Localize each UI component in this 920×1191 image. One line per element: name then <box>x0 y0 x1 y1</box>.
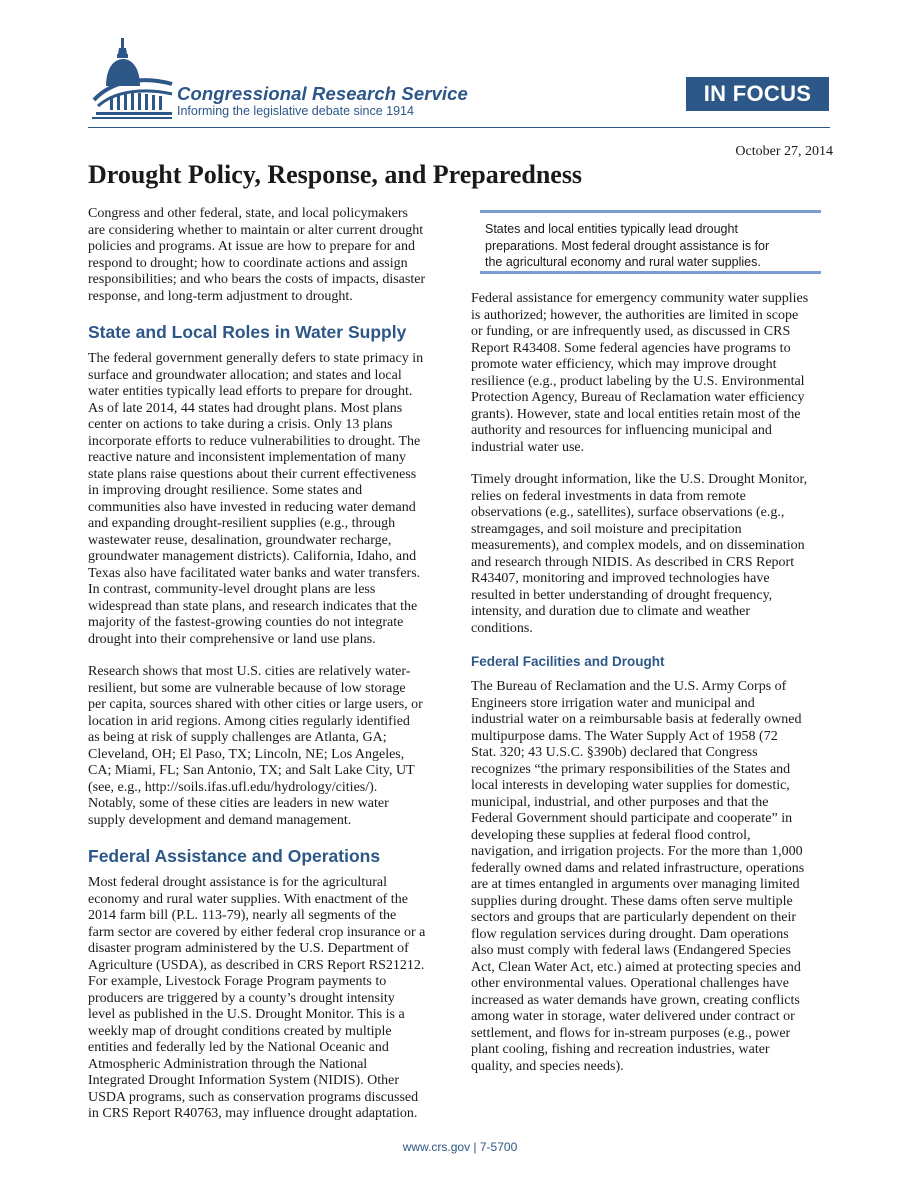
intro-paragraph: Congress and other federal, state, and local policymakers are considering whether to maintain or alter current drought policies and programs. At issue are how to prepare for and respond to drought; how to coordinate actions and assign responsibilities; and who bears the costs of impacts, disaster response, and long-term adjustment to drought. <box>88 206 426 304</box>
federal-assistance-paragraph-1: Most federal drought assistance is for the agricultural economy and rural water supplies. With enactment of the 2014 farm bill (P.L. 113-79), nearly all segments of the farm sector are covered by either federal crop insurance or a disaster program administered by the U.S. Department of Agriculture (USDA), as described in CRS Report RS21212. For example, Livestock Forage Program payments to producers are triggered by a county’s drought intensity level as published in the U.S. Drought Monitor. This is a weekly map of drought conditions created by multiple entities and federally led by the National Oceanic and Atmospheric Administration through the National Integrated Drought Information System (NIDIS). Other USDA programs, such as conservation programs discussed in CRS Report R40763, may influence drought adaptation. <box>88 875 426 1121</box>
publication-date: October 27, 2014 <box>735 144 833 159</box>
right-column <box>471 291 833 1091</box>
callout-text: States and local entities typically lead drought preparations. Most federal drought assistance is for the agricultural economy and rural water supplies. <box>485 222 770 269</box>
page-title: Drought Policy, Response, and Preparedness <box>88 160 583 189</box>
state-local-paragraph-1: The federal government generally defers to state primacy in surface and groundwater allocation; and states and local water entities typically lead efforts to prepare for drought. As of late 2014, 44 states had drought plans. Most plans center on actions to take during a crisis. Only 13 plans incorporate efforts to reduce vulnerabilities to drought. The reactive nature and inconsistent implementation of many state plans raise questions about their current effectiveness in improving drought resilience. Some states and communities also have invested in reducing water demand and expanding drought-resilient supplies (e.g., through wastewater reuse, desalination, groundwater recharge, groundwater management districts). California, Idaho, and Texas also have facilitated water banks and water transfers. In contrast, community-level drought plans are less widespread than state plans, and research indicates that the majority of the fastest-growing counties do not integrate drought into their comprehensive or land use plans. <box>88 351 424 647</box>
federal-assistance-paragraph-2: Federal assistance for emergency community water supplies is authorized; however, the authorities are limited in scope or funding, or are infrequently used, as discussed in CRS Report R43408. Some federal agencies have programs to promote water efficiency, which may improve drought resilience (e.g., product labeling by the U.S. Environmental Protection Agency, Bureau of Reclamation water efficiency grants). However, state and local entities retain most of the authority and resources for influencing municipal and industrial water use. <box>471 291 809 455</box>
footer-link[interactable]: www.crs.gov | 7-5700 <box>402 1140 518 1154</box>
org-tagline: Informing the legislative debate since 1914 <box>177 104 414 118</box>
section-heading-state-local: State and Local Roles in Water Supply <box>88 322 407 342</box>
drought-information-paragraph: Timely drought information, like the U.S. Drought Monitor, relies on federal investments in data from remote observations (e.g., satellites), surface observations (e.g., streamgages, and soil moisture and precipitation measurements), and complex models, and on dissemination and research through NIDIS. As described in CRS Report R43407, monitoring and improved technologies have resulted in better understanding of drought frequency, intensity, and duration due to climate and weather conditions. <box>471 472 808 636</box>
callout-box <box>480 210 821 274</box>
subheading-federal-facilities: Federal Facilities and Drought <box>471 654 665 669</box>
federal-facilities-paragraph: The Bureau of Reclamation and the U.S. Army Corps of Engineers store irrigation water and municipal and industrial water on a reimbursable basis at federally owned multipurpose dams. The Water Supply Act of 1958 (72 Stat. 320; 43 U.S.C. §390b) declared that Congress recognizes “the primary responsibilities of the States and local interests in developing water supplies for domestic, municipal, industrial, and other purposes and that the Federal Government should participate and cooperate” in developing these supplies at federal flood control, navigation, and irrigation projects. For the more than 1,000 federally owned dams and related infrastructure, operations are at times entangled in arguments over managing limited supplies during drought. These dams often serve multiple sectors and groups that are particularly dependent on their flow regulation services during drought. Dam operations also must comply with federal laws (Endangered Species Act, Clean Water Act, etc.) aimed at protecting species and other environmental values. Operational challenges have increased as water demands have grown, creating conflicts among water in storage, water delivered under contract or settlement, and flows for in-stream purposes (e.g., power plant cooling, fishing and recreation industries, water quality, and species needs). <box>471 679 805 1074</box>
section-heading-federal-assistance: Federal Assistance and Operations <box>88 846 381 866</box>
header-divider <box>88 127 830 128</box>
in-focus-badge: IN FOCUS <box>686 77 829 111</box>
left-column <box>88 206 450 1139</box>
capitol-dome-logo-icon <box>92 38 176 128</box>
org-name: Congressional Research Service <box>177 83 468 104</box>
state-local-paragraph-2: Research shows that most U.S. cities are relatively water- resilient, but some are vulnerable because of low storage per capita, sources shared with other cities or large users, or location in arid regions. Among cities regularly identified as being at risk of supply challenges are Atlanta, GA; Cleveland, OH; El Paso, TX; Lincoln, NE; Los Angeles, CA; Miami, FL; San Antonio, TX; and Salt Lake City, UT (see, e.g., http://soils.ifas.ufl.edu/hydrology/cities/). Notably, some of these cities are leaders in new water supply development and demand management. <box>88 664 423 828</box>
